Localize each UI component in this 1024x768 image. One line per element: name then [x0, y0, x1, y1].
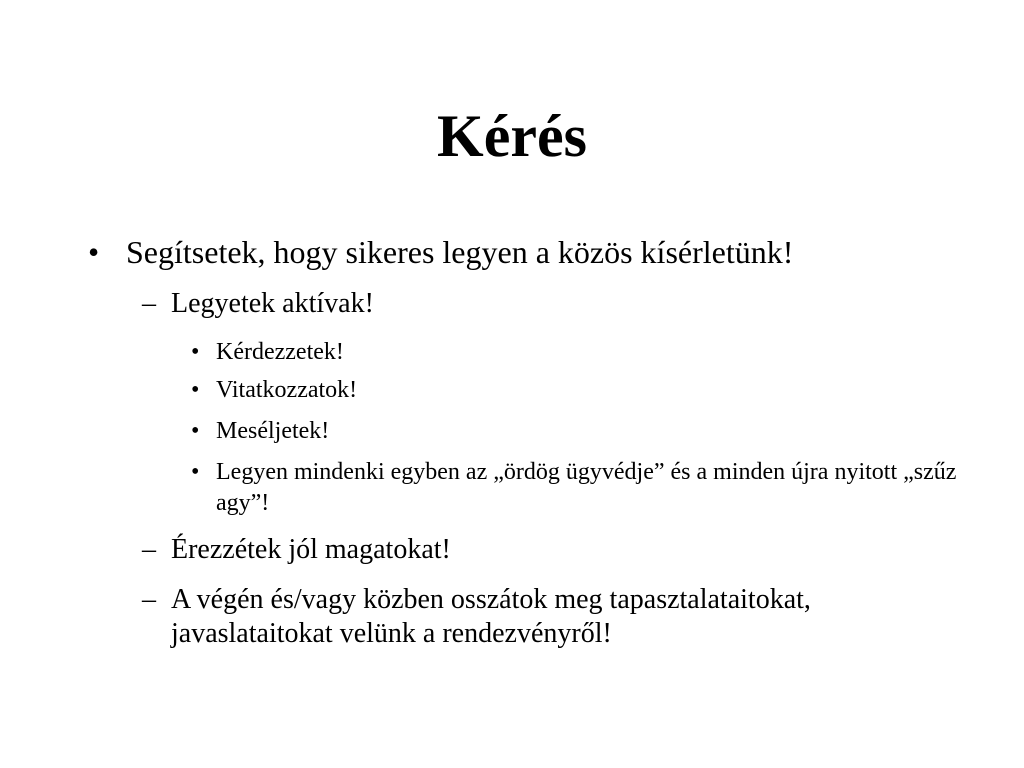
sub-sub-item-3: [191, 416, 961, 447]
sub-item-3: [142, 583, 962, 651]
slide-title: Kérés: [437, 103, 587, 169]
sub-item-text: Legyetek aktívak!: [171, 288, 374, 319]
sub-item-1: [142, 287, 962, 321]
bullet-marker: •: [191, 377, 200, 403]
bullet-item-1: [88, 233, 988, 271]
dash-marker: –: [142, 584, 156, 615]
dash-marker: –: [142, 534, 156, 565]
sub-sub-item-text: Legyen mindenki egyben az „ördög ügyvédje” és a minden újra nyitott „szűz agy”!: [216, 459, 957, 516]
bullet-marker: •: [191, 418, 200, 444]
sub-sub-item-text: Meséljetek!: [216, 418, 330, 444]
bullet-marker: •: [88, 234, 100, 270]
sub-sub-item-text: Kérdezzetek!: [216, 339, 344, 365]
sub-item-2: [142, 533, 962, 567]
sub-sub-item-4: [191, 457, 961, 519]
dash-marker: –: [142, 288, 156, 319]
bullet-marker: •: [191, 459, 200, 485]
sub-sub-item-text: Vitatkozzatok!: [216, 377, 358, 403]
bullet-text: Segítsetek, hogy sikeres legyen a közös kísérletünk!: [126, 234, 794, 270]
sub-item-text: A végén és/vagy közben osszátok meg tapasztalataitokat, javaslataitokat velünk a rendezvényről!: [171, 584, 811, 649]
bullet-marker: •: [191, 339, 200, 365]
sub-sub-item-2: [191, 375, 961, 406]
sub-item-text: Érezzétek jól magatokat!: [171, 534, 451, 565]
sub-sub-item-1: [191, 337, 961, 368]
